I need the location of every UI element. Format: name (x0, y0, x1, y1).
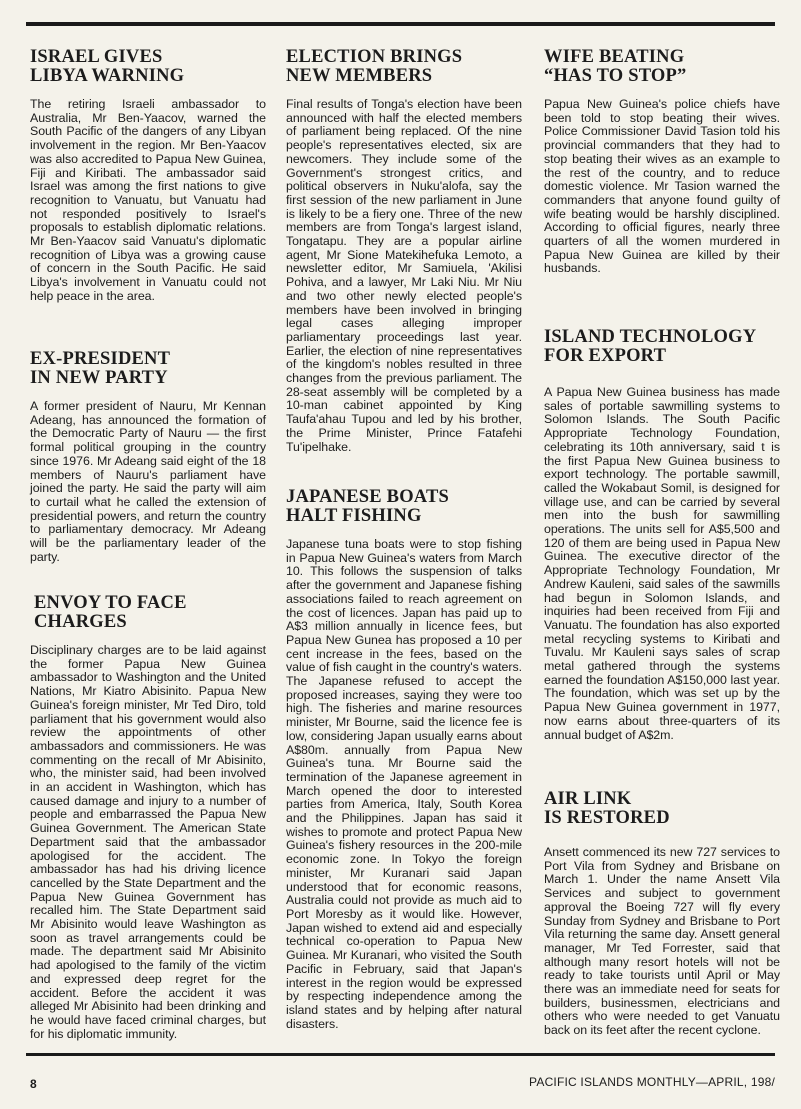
article-headline: WIFE BEATING “HAS TO STOP” (544, 47, 687, 86)
bottom-rule (26, 1053, 775, 1056)
article-israel (30, 48, 266, 304)
article-body: Japanese tuna boats were to stop fishing in Papua New Guinea's waters from March 10. This follows the suspension of talks after the government and Japanese fishing associations failed to reach agreement on the cost of licences. Japan has paid up to A$3 million annually in licence fees, but Papua New Gunea has proposed a 10 per cent increase in the fees, based on the value of fish caught in the country's waters. The Japanese refused to accept the proposed increases, saying they were too high. The fisheries and marine resources minister, Mr Bourne, said the licence fee is low, considering Japan usually earns about A$80m. annually from Papua New Guinea's tuna. Mr Bourne said the termination of the Japanese agreement in March opened the door to interested parties from America, Italy, South Korea and the Philippines. Japan has said it wishes to promote and protect Papua New Guinea's fishery resources in the 200-mile economic zone. In Tokyo the foreign minister, Mr Kuranari said Japan understood that for economic reasons, Australia could not provide as much aid to Port Moresby as it would like. However, Japan wished to extend aid and especially technical co-operation to Papua New Guinea. Mr Kuranari, who visited the South Pacific in February, said that Japan's interest in the region would be expressed by respecting independence among the island states and by helping after natural disasters. (286, 537, 522, 1031)
article-headline: ISLAND TECHNOLOGY FOR EXPORT (544, 327, 757, 366)
article-body: The retiring Israeli ambassador to Australia, Mr Ben-Yaacov, warned the South Pacific of the dangers of any Libyan involvement in the region. Mr Ben-Yaacov was also accredited to Papua New Guinea, Fiji and Kiribati. The ambassador said Israel was among the first nations to give recognition to Vanuatu, but Vanuatu had not responded positively to Israel's proposals to establish diplomatic relations. Mr Ben-Yaacov said Vanuatu's diplomatic recognition of Libya was a growing cause of concern in the South Pacific. He said Libya's involvement in Vanuatu could not help peace in the area. (30, 97, 266, 303)
article-air-link (544, 790, 780, 1038)
article-island-technology (544, 328, 780, 742)
article-body: A Papua New Guinea business has made sales of portable sawmilling systems to Solomon Islands. The South Pacific Appropriate Technology Foundation, celebrating its 10th anniversary, said t is the first Papua New Guinea business to export technology. The portable sawmill, called the Wokabaut Somil, is designed for village use, and can be carried by several men into the bush for sawmilling operations. The units sell for A$5,500 and 120 of them are being used in Papua New Guinea. The executive director of the Appropriate Technology Foundation, Mr Andrew Kauleni, said sales of the sawmills had begun in Solomon Islands, and inquiries had been received from Fiji and Vanuatu. The foundation has also exported metal recycling systems to Kiribati and Tuvalu. Mr Kauleni says sales of scrap metal gathered through the systems earned the foundation A$150,000 last year. The foundation, which was set up by the Papua New Guinea government in 1977, now earns about three-quarters of its annual budget of A$2m. (544, 385, 780, 742)
article-body: Papua New Guinea's police chiefs have been told to stop beating their wives. Police Commissioner David Tasion told his provincial commanders that they had to stop beating their wives as an example to the rest of the country, and to reduce domestic violence. Mr Tasion warned the commanders that anyone found guilty of wife beating would be harshly disciplined. According to official figures, nearly three quarters of all the women murdered in Papua New Guinea are killed by their husbands. (544, 97, 780, 276)
article-election (286, 48, 522, 454)
article-japanese-boats (286, 488, 522, 1031)
article-envoy (30, 594, 266, 1041)
article-headline: ISRAEL GIVES LIBYA WARNING (30, 47, 185, 86)
article-wife-beating (544, 48, 780, 276)
page-number: 8 (30, 1077, 37, 1091)
article-body: A former president of Nauru, Mr Kennan Adeang, has announced the formation of the Democratic Party of Nauru — the first formal political grouping in the country since 1976. Mr Adeang said eight of the 18 members of Nauru's parliament have joined the party. He said the party will aim to curtail what he called the extension of presidential powers, and return the country to parliamentary democracy. Mr Adeang will be the parliamentary leader of the party. (30, 399, 266, 564)
article-headline: AIR LINK IS RESTORED (544, 789, 670, 828)
publication-footer: PACIFIC ISLANDS MONTHLY—APRIL, 198/ (529, 1075, 775, 1089)
article-body: Final results of Tonga's election have been announced with half the elected members of parliament being replaced. Of the nine people's representatives elected, six are newcomers. They include some of the Government's strongest critics, and political observers in Nuku'alofa, say the first session of the new parliament in June is likely to be a fiery one. Three of the new members are from Tonga's largest island, Tongatapu. They are a popular airline agent, Mr Sione Matekihefuka Lemoto, a newsletter editor, Mr Samiuela, 'Akilisi Pohiva, and a lawyer, Mr Laki Niu. Mr Niu and two other newly elected people's members have been involved in bringing legal cases alleging improper parliamentary proceedings last year. Earlier, the election of nine representatives of the kingdom's nobles resulted in three changes from the previous parliament. The 28-seat assembly will be completed by a 10-man cabinet appointed by King Taufa'ahau Tupou and led by his brother, the Prime Minister, Prince Fatafehi Tu'ipelhake. (286, 97, 522, 454)
article-headline: JAPANESE BOATS HALT FISHING (286, 487, 449, 526)
article-body: Ansett commenced its new 727 services to Port Vila from Sydney and Brisbane on March 1. Under the name Ansett Vila Services and subject to government approval the Boeing 727 will fly every Sunday from Sydney and Brisbane to Port Vila returning the same day. Ansett general manager, Mr Ted Forrester, said that although many resort hotels will not be ready to take tourists until April or May there was an immediate need for seats for builders, businessmen, electricians and others who were needed to get Vanuatu back on its feet after the recent cyclone. (544, 845, 780, 1038)
article-body: Disciplinary charges are to be laid against the former Papua New Guinea ambassador to Washington and the United Nations, Mr Kiatro Abisinito. Papua New Guinea's foreign minister, Mr Ted Diro, told parliament that his government would also review the appointments of other ambassadors and commissioners. He was commenting on the recall of Mr Abisinito, who, the minister said, had been involved in an accident in Washington, which has caused damage and injury to a number of people and embarrassed the Papua New Guinea Government. The American State Department said that the ambassador apologised for the accident. The ambassador has had his driving licence cancelled by the State Department and the Papua New Guinea Government has recalled him. The State Department said Mr Abisinito would leave Washington as soon as travel arrangements could be made. The department said Mr Abisinito had apologised to the family of the victim and expressed deep regret for the accident. Before the accident it was alleged Mr Abisinito had been drinking and he would have faced criminal charges, but for his diplomatic immunity. (30, 643, 266, 1041)
article-headline: EX-PRESIDENT IN NEW PARTY (30, 349, 171, 388)
article-ex-president (30, 350, 266, 564)
article-headline: ENVOY TO FACE CHARGES (34, 593, 187, 632)
article-headline: ELECTION BRINGS NEW MEMBERS (286, 47, 463, 86)
top-rule (26, 22, 775, 26)
